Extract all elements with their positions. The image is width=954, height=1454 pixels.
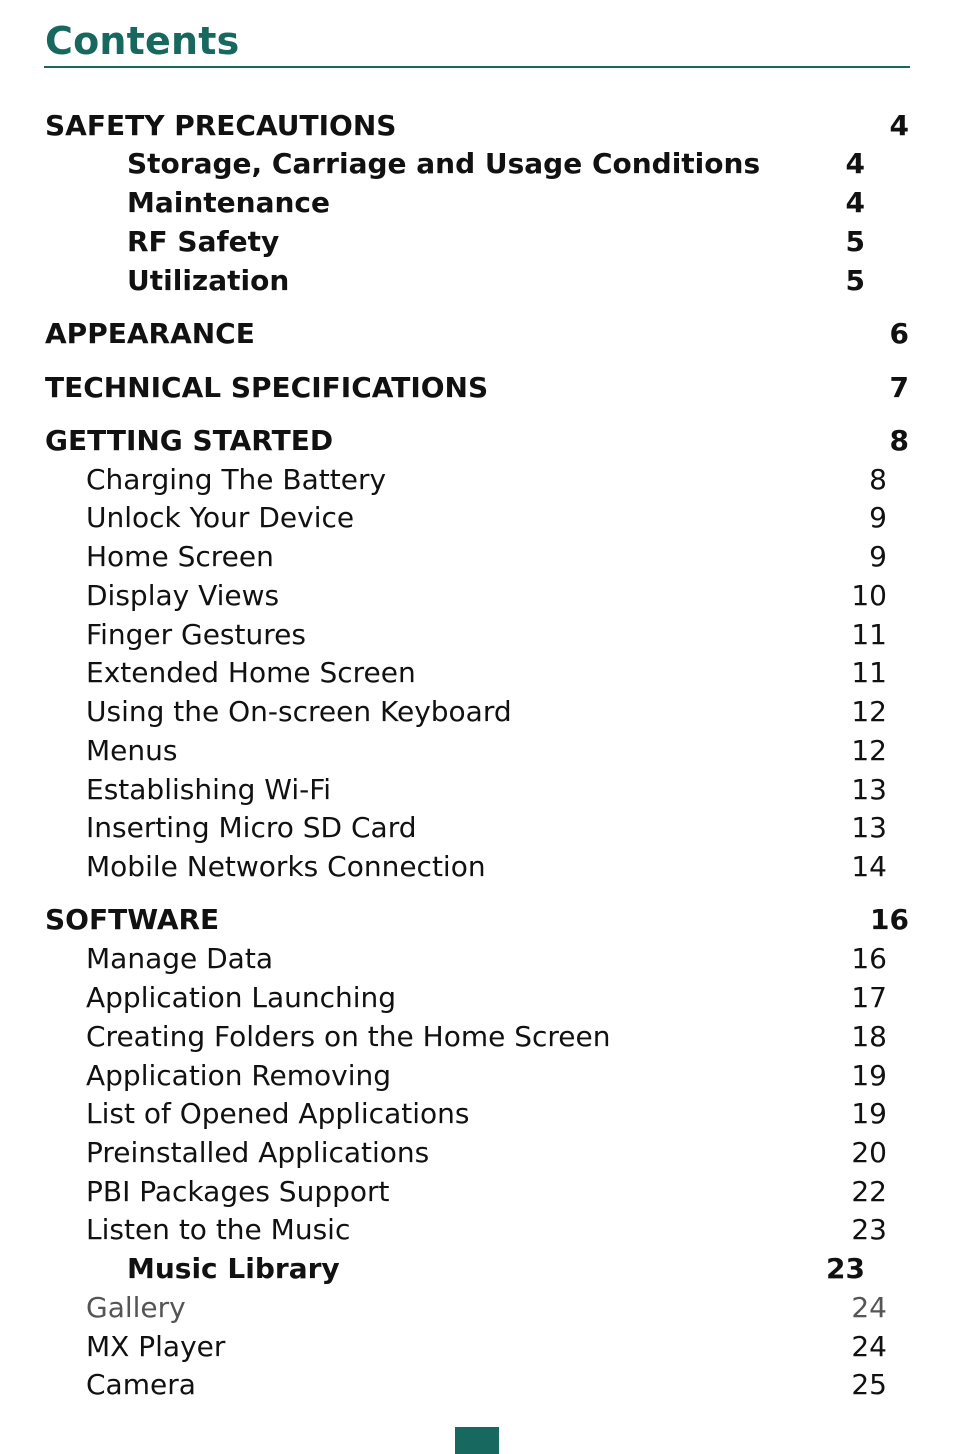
toc-entry-label: Extended Home Screen	[86, 656, 416, 689]
toc-entry-manage-data[interactable]	[0, 940, 954, 978]
toc-entry-page: 24	[851, 1291, 887, 1324]
title-divider	[44, 66, 910, 68]
toc-entry-label: SAFETY PRECAUTIONS	[45, 109, 397, 142]
toc-entry-label: Establishing Wi-Fi	[86, 773, 332, 806]
toc-entry-mx-player[interactable]	[0, 1328, 954, 1366]
toc-entry-page: 5	[845, 225, 865, 258]
toc-entry-unlock-device[interactable]	[0, 499, 954, 537]
toc-entry-page: 4	[845, 186, 865, 219]
toc-entry-label: Maintenance	[127, 186, 331, 219]
toc-entry-page: 24	[851, 1330, 887, 1363]
toc-entry-label: GETTING STARTED	[45, 424, 334, 457]
toc-entry-label: Music Library	[127, 1252, 340, 1285]
toc-entry-page: 13	[851, 811, 887, 844]
toc-entry-page: 16	[851, 942, 887, 975]
toc-entry-page: 13	[851, 773, 887, 806]
page-title: Contents	[45, 19, 240, 63]
toc-entry-menus[interactable]	[0, 732, 954, 770]
toc-entry-label: Utilization	[127, 264, 290, 297]
toc-entry-page: 22	[851, 1175, 887, 1208]
toc-entry-display-views[interactable]	[0, 577, 954, 615]
toc-entry-safety-precautions[interactable]	[0, 107, 954, 145]
toc-entry-page: 16	[870, 903, 909, 936]
toc-entry-page: 19	[851, 1059, 887, 1092]
toc-entry-page: 5	[845, 264, 865, 297]
toc-entry-page: 12	[851, 695, 887, 728]
toc-entry-label: Creating Folders on the Home Screen	[86, 1020, 611, 1053]
toc-entry-storage-carriage[interactable]	[0, 145, 954, 183]
toc-entry-extended-home-screen[interactable]	[0, 654, 954, 692]
toc-entry-page: 9	[869, 540, 887, 573]
page-marker	[455, 1427, 499, 1454]
toc-entry-camera[interactable]	[0, 1366, 954, 1404]
toc-entry-charging-battery[interactable]	[0, 461, 954, 499]
toc-entry-page: 6	[889, 317, 909, 350]
toc-entry-page: 12	[851, 734, 887, 767]
toc-entry-page: 18	[851, 1020, 887, 1053]
toc-entry-page: 14	[851, 850, 887, 883]
toc-entry-page: 11	[851, 618, 887, 651]
toc-entry-creating-folders[interactable]	[0, 1018, 954, 1056]
toc-entry-application-launching[interactable]	[0, 979, 954, 1017]
toc-entry-label: Home Screen	[86, 540, 274, 573]
toc-entry-pbi-packages[interactable]	[0, 1173, 954, 1211]
toc-entry-rf-safety[interactable]	[0, 223, 954, 261]
toc-entry-label: Using the On-screen Keyboard	[86, 695, 512, 728]
toc-entry-label: Unlock Your Device	[86, 501, 355, 534]
toc-entry-utilization[interactable]	[0, 262, 954, 300]
toc-entry-label: Camera	[86, 1368, 196, 1401]
toc-entry-label: SOFTWARE	[45, 903, 220, 936]
toc-entry-page: 8	[889, 424, 909, 457]
toc-entry-page: 7	[889, 371, 909, 404]
toc-entry-finger-gestures[interactable]	[0, 616, 954, 654]
toc-entry-maintenance[interactable]	[0, 184, 954, 222]
toc-entry-page: 4	[845, 147, 865, 180]
toc-entry-label: RF Safety	[127, 225, 280, 258]
toc-entry-label: Application Launching	[86, 981, 397, 1014]
toc-entry-label: Manage Data	[86, 942, 273, 975]
toc-entry-page: 23	[851, 1213, 887, 1246]
toc-entry-preinstalled-applications[interactable]	[0, 1134, 954, 1172]
toc-entry-page: 11	[851, 656, 887, 689]
toc-entry-label: Display Views	[86, 579, 280, 612]
toc-entry-label: Finger Gestures	[86, 618, 306, 651]
toc-entry-page: 9	[869, 501, 887, 534]
toc-entry-page: 23	[826, 1252, 865, 1285]
toc-entry-page: 17	[851, 981, 887, 1014]
toc-entry-micro-sd-card[interactable]	[0, 809, 954, 847]
toc-entry-label: PBI Packages Support	[86, 1175, 390, 1208]
toc-entry-label: Listen to the Music	[86, 1213, 351, 1246]
toc-entry-label: MX Player	[86, 1330, 226, 1363]
toc-entry-mobile-networks[interactable]	[0, 848, 954, 886]
toc-entry-label: Mobile Networks Connection	[86, 850, 486, 883]
toc-entry-establishing-wifi[interactable]	[0, 771, 954, 809]
toc-entry-opened-applications[interactable]	[0, 1095, 954, 1133]
toc-entry-gallery[interactable]	[0, 1289, 954, 1327]
toc-entry-label: Charging The Battery	[86, 463, 387, 496]
toc-entry-application-removing[interactable]	[0, 1057, 954, 1095]
toc-entry-listen-music[interactable]	[0, 1211, 954, 1249]
toc-entry-label: List of Opened Applications	[86, 1097, 470, 1130]
toc-entry-page: 4	[889, 109, 909, 142]
toc-entry-label: TECHNICAL SPECIFICATIONS	[45, 371, 489, 404]
toc-entry-technical-specifications[interactable]	[0, 369, 954, 407]
toc-entry-label: Storage, Carriage and Usage Conditions	[127, 147, 761, 180]
toc-entry-page: 10	[851, 579, 887, 612]
toc-entry-page: 25	[851, 1368, 887, 1401]
toc-entry-label: Preinstalled Applications	[86, 1136, 430, 1169]
toc-entry-onscreen-keyboard[interactable]	[0, 693, 954, 731]
toc-entry-label: Inserting Micro SD Card	[86, 811, 417, 844]
toc-entry-getting-started[interactable]	[0, 422, 954, 460]
toc-entry-music-library[interactable]	[0, 1250, 954, 1288]
toc-entry-page: 19	[851, 1097, 887, 1130]
toc-entry-software[interactable]	[0, 901, 954, 939]
toc-entry-label: Gallery	[86, 1291, 186, 1324]
toc-entry-page: 20	[851, 1136, 887, 1169]
toc-entry-page: 8	[869, 463, 887, 496]
toc-entry-appearance[interactable]	[0, 315, 954, 353]
toc-entry-label: APPEARANCE	[45, 317, 255, 350]
toc-entry-label: Menus	[86, 734, 178, 767]
toc-entry-home-screen[interactable]	[0, 538, 954, 576]
toc-entry-label: Application Removing	[86, 1059, 392, 1092]
